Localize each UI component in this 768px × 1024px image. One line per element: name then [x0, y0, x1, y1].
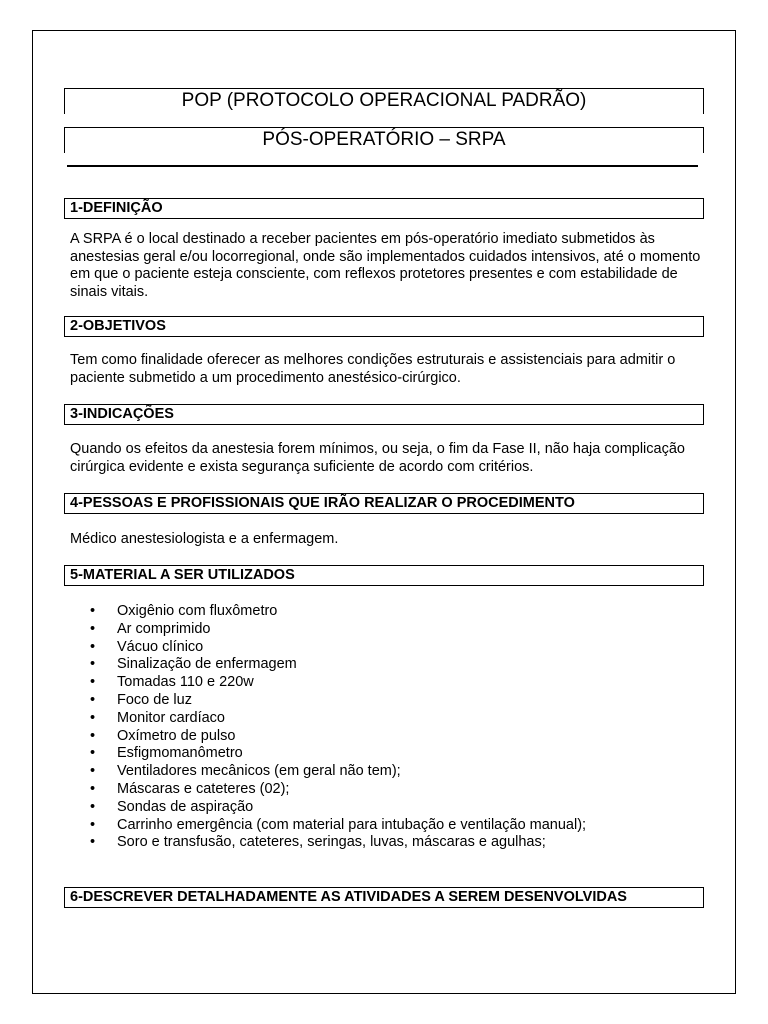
list-item-text: Oxímetro de pulso — [117, 727, 236, 744]
list-item — [90, 621, 586, 639]
bullet-icon: • — [90, 745, 96, 762]
list-item-text: Esfigmomanômetro — [117, 745, 243, 762]
bullet-icon: • — [90, 709, 96, 726]
bullet-icon: • — [90, 638, 96, 655]
list-item — [90, 817, 586, 835]
list-item — [90, 692, 586, 710]
list-item — [90, 834, 586, 852]
document-title: POP (PROTOCOLO OPERACIONAL PADRÃO) — [64, 88, 704, 114]
document-subtitle: PÓS-OPERATÓRIO – SRPA — [64, 127, 704, 153]
section-heading-indicacoes: 3-INDICAÇÕES — [64, 404, 704, 425]
list-item-text: Soro e transfusão, cateteres, seringas, luvas, máscaras e agulhas; — [117, 834, 546, 851]
list-item-text: Sinalização de enfermagem — [117, 656, 297, 673]
material-list — [90, 603, 586, 852]
bullet-icon: • — [90, 674, 96, 691]
bullet-icon: • — [90, 603, 96, 619]
section-heading-objetivos: 2-OBJETIVOS — [64, 316, 704, 337]
list-item — [90, 639, 586, 657]
list-item — [90, 603, 586, 621]
list-item — [90, 763, 586, 781]
bullet-icon: • — [90, 620, 96, 637]
list-item-text: Ar comprimido — [117, 620, 211, 637]
section-text-pessoas: Médico anestesiologista e a enfermagem. — [70, 531, 339, 547]
list-item-text: Tomadas 110 e 220w — [117, 674, 254, 691]
section-heading-pessoas: 4-PESSOAS E PROFISSIONAIS QUE IRÃO REALIZAR O PROCEDIMENTO — [64, 493, 704, 514]
bullet-icon: • — [90, 727, 96, 744]
list-item-text: Monitor cardíaco — [117, 709, 225, 726]
section-heading-atividades: 6-DESCREVER DETALHADAMENTE AS ATIVIDADES A SEREM DESENVOLVIDAS — [64, 887, 704, 908]
title-divider — [67, 165, 698, 167]
section-text-definicao: A SRPA é o local destinado a receber pacientes em pós-operatório imediato submetidos às anestesias geral e/ou locorregional, onde são implementados cuidados intensivos, até o momento em que o paciente esteja consciente, com reflexos protetores presentes e com estabilidade de sinais vitais. — [70, 231, 701, 300]
bullet-icon: • — [90, 816, 96, 833]
list-item-text: Carrinho emergência (com material para intubação e ventilação manual); — [117, 816, 587, 833]
list-item-text: Sondas de aspiração — [117, 798, 254, 815]
list-item — [90, 656, 586, 674]
section-text-objetivos: Tem como finalidade oferecer as melhores condições estruturais e assistenciais para admitir o paciente submetido a um procedimento anestésico-cirúrgico. — [70, 352, 676, 386]
section-heading-material: 5-MATERIAL A SER UTILIZADOS — [64, 565, 704, 586]
section-text-indicacoes: Quando os efeitos da anestesia forem mínimos, ou seja, o fim da Fase II, não haja complicação cirúrgica evidente e exista segurança suficiente de acordo com critérios. — [70, 441, 685, 475]
list-item-text: Oxigênio com fluxômetro — [117, 603, 278, 619]
list-item-text: Foco de luz — [117, 691, 192, 708]
list-item — [90, 728, 586, 746]
list-item-text: Ventiladores mecânicos (em geral não tem); — [117, 763, 401, 780]
bullet-icon: • — [90, 763, 96, 780]
bullet-icon: • — [90, 780, 96, 797]
list-item — [90, 745, 586, 763]
list-item-text: Vácuo clínico — [117, 638, 204, 655]
section-heading-definicao: 1-DEFINIÇÃO — [64, 198, 704, 219]
bullet-icon: • — [90, 691, 96, 708]
list-item — [90, 781, 586, 799]
bullet-icon: • — [90, 656, 96, 673]
list-item — [90, 674, 586, 692]
list-item-text: Máscaras e cateteres (02); — [117, 780, 290, 797]
bullet-icon: • — [90, 798, 96, 815]
list-item — [90, 799, 586, 817]
bullet-icon: • — [90, 834, 96, 851]
list-item — [90, 710, 586, 728]
